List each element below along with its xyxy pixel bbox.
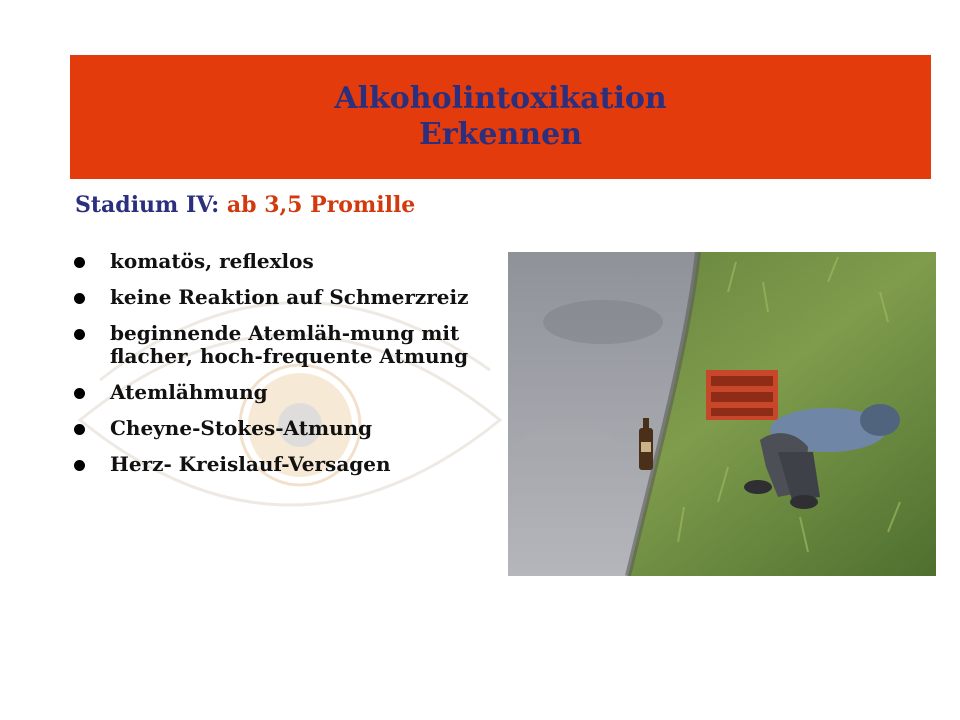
list-item-text: keine Reaktion auf Schmerzreiz (110, 285, 469, 309)
roadside-photo (508, 252, 936, 576)
list-item-text: Atemlähmung (110, 380, 268, 404)
list-item (74, 322, 484, 368)
list-item (74, 250, 484, 273)
bullet-dot-icon (74, 329, 85, 340)
title-banner (70, 55, 931, 179)
bullet-dot-icon (74, 424, 85, 435)
beer-crate (706, 370, 778, 420)
list-item (74, 453, 484, 476)
stage-subtitle (75, 192, 415, 218)
list-item (74, 381, 484, 404)
list-item-text: Cheyne-Stokes-Atmung (110, 416, 373, 440)
list-item-text: komatös, reflexlos (110, 249, 314, 273)
slide-title: Alkoholintoxikation (334, 81, 667, 116)
symptom-list (74, 250, 484, 489)
list-item (74, 286, 484, 309)
bullet-dot-icon (74, 388, 85, 399)
list-item-text: Herz- Kreislauf-Versagen (110, 452, 391, 476)
list-item (74, 417, 484, 440)
list-item-text: beginnende Atemläh-mung mit flacher, hoch-frequente Atmung (110, 321, 469, 368)
bullet-dot-icon (74, 293, 85, 304)
slide-title-line-2: Erkennen (418, 117, 583, 152)
promille-range: ab 3,5 Promille (226, 192, 416, 218)
stage-label: Stadium IV: (75, 192, 220, 218)
bullet-dot-icon (74, 460, 85, 471)
bullet-dot-icon (74, 257, 85, 268)
